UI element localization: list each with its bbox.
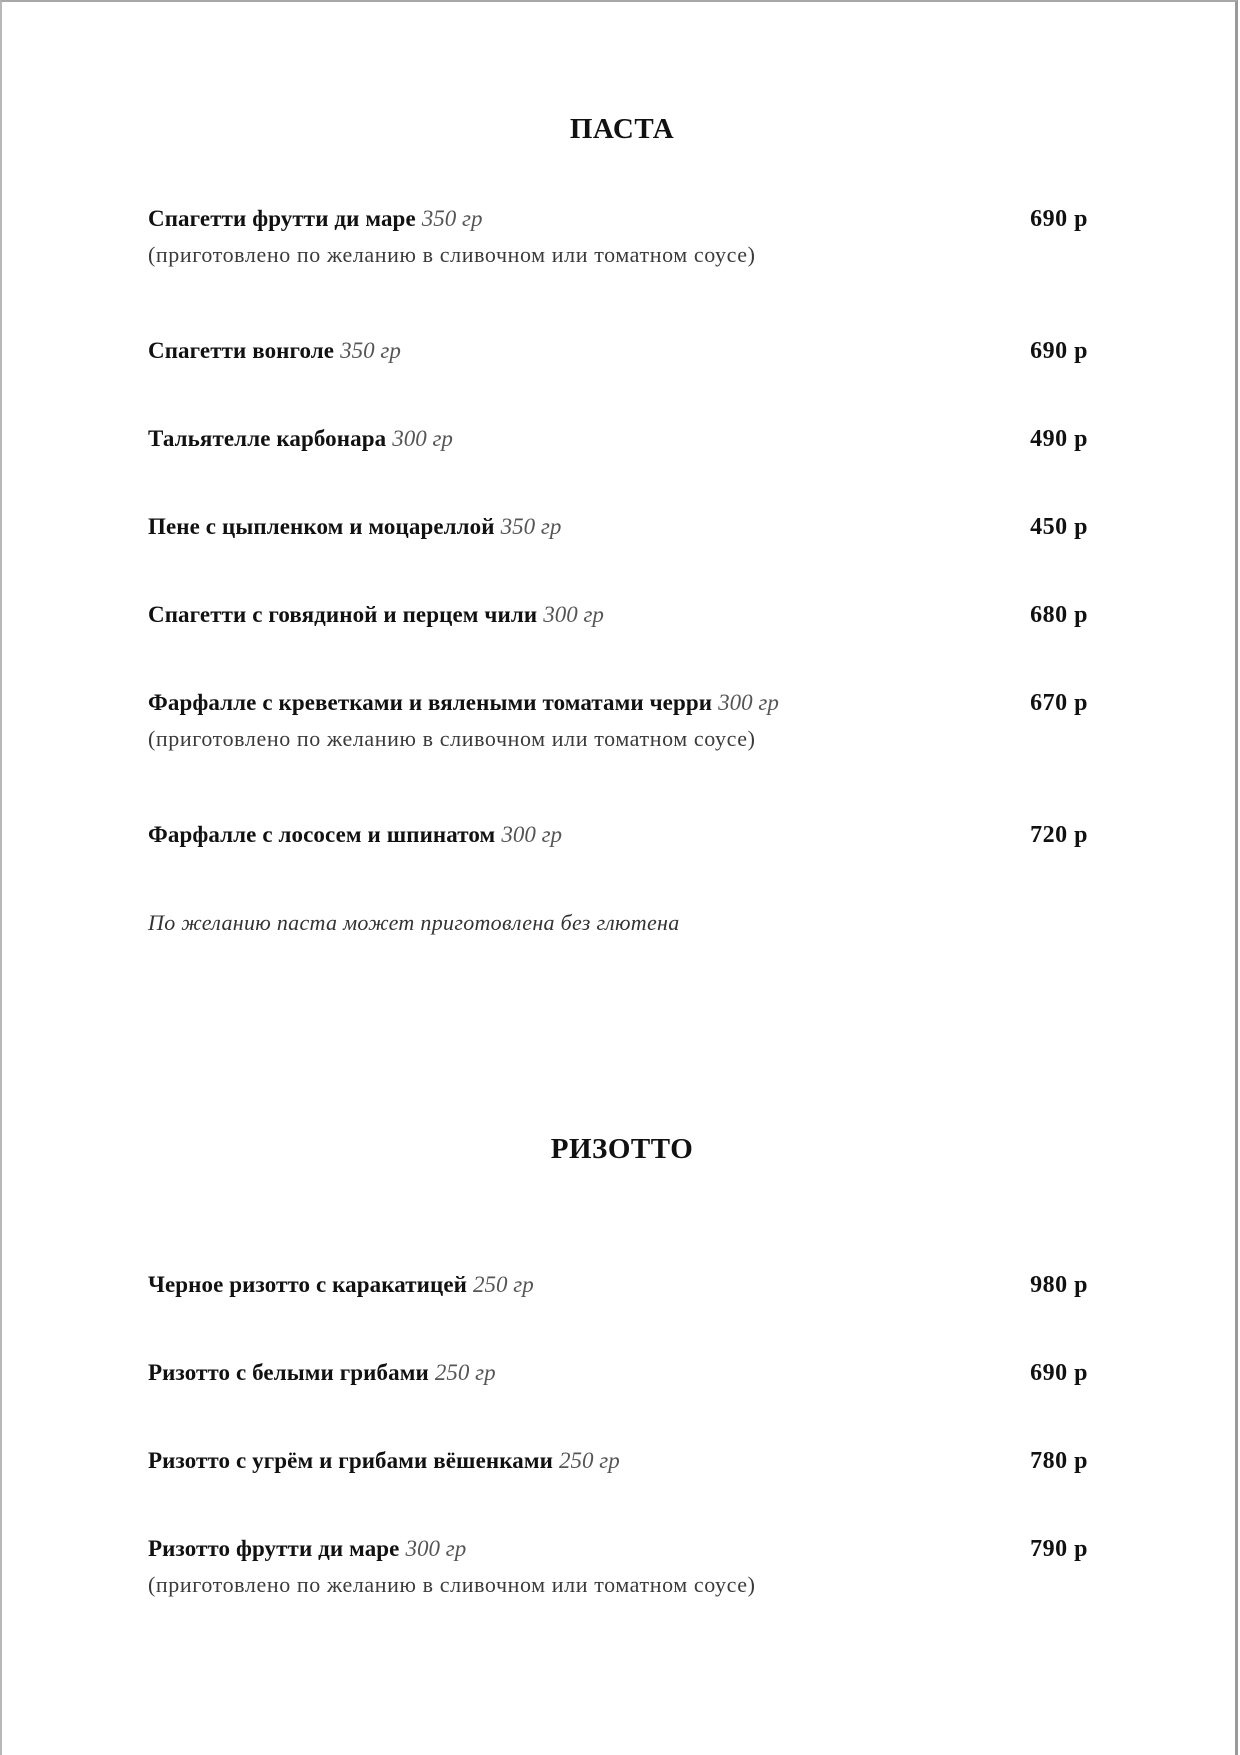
item-name: Черное ризотто с каракатицей [148,1272,468,1297]
menu-item-spaghetti-vongole [148,334,1088,368]
item-note: (приготовлено по желанию в сливочном или томатном соусе) [148,1572,756,1597]
gluten-free-note: По желанию паста может приготовлена без глютена [148,910,680,935]
menu-item-risotto-eel-oyster-mushrooms [148,1444,1088,1478]
item-price: 450 р [1030,514,1088,540]
item-name: Пене с цыпленком и моцареллой [148,514,495,539]
item-weight: 300 гр [392,426,453,451]
menu-item-risotto-frutti-di-mare [148,1532,1088,1602]
item-name: Тальятелле карбонара [148,426,387,451]
item-price: 490 р [1030,426,1088,452]
item-weight: 300 гр [501,822,563,847]
item-weight: 300 гр [718,690,779,715]
item-note: (приготовлено по желанию в сливочном или томатном соусе) [148,242,756,267]
item-price: 690 р [1030,206,1088,232]
item-price: 790 р [1030,1536,1088,1562]
item-name: Ризотто с белыми грибами [148,1360,429,1385]
menu-item-black-risotto-cuttlefish [148,1268,1088,1302]
section-title-pasta: ПАСТА [569,113,675,145]
item-weight: 350 гр [340,338,401,363]
item-name: Спагетти фрутти ди маре [148,206,416,231]
menu-item-farfalle-salmon-spinach [148,818,1088,852]
item-note: (приготовлено по желанию в сливочном или томатном соусе) [148,726,756,751]
menu-item-spaghetti-frutti-di-mare [148,202,1088,272]
item-weight: 250 гр [434,1360,496,1385]
item-weight: 300 гр [543,602,604,627]
menu-item-penne-chicken-mozzarella [148,510,1088,544]
item-name: Ризотто с угрём и грибами вёшенками [148,1448,553,1473]
item-name: Фарфалле с креветками и вялеными томатами черри [148,690,713,715]
item-price: 980 р [1030,1272,1088,1298]
menu-item-risotto-porcini [148,1356,1088,1390]
item-price: 720 р [1030,822,1088,848]
menu-item-tagliatelle-carbonara [148,422,1088,456]
item-price: 680 р [1030,602,1088,628]
item-weight: 350 гр [421,206,483,231]
item-weight: 300 гр [405,1536,467,1561]
item-price: 670 р [1030,690,1088,716]
item-name: Ризотто фрутти ди маре [148,1536,400,1561]
item-price: 690 р [1030,338,1088,364]
item-price: 690 р [1030,1360,1088,1386]
item-name: Спагетти вонголе [148,338,335,363]
menu-item-spaghetti-beef-chili [148,598,1088,632]
item-name: Фарфалле с лососем и шпинатом [148,822,496,847]
menu-item-farfalle-shrimp-tomatoes [148,686,1088,756]
section-title-risotto: РИЗОТТО [550,1133,694,1165]
item-name: Спагетти с говядиной и перцем чили [148,602,538,627]
item-weight: 250 гр [558,1448,620,1473]
item-weight: 250 гр [473,1272,534,1297]
item-price: 780 р [1030,1448,1088,1474]
item-weight: 350 гр [500,514,562,539]
